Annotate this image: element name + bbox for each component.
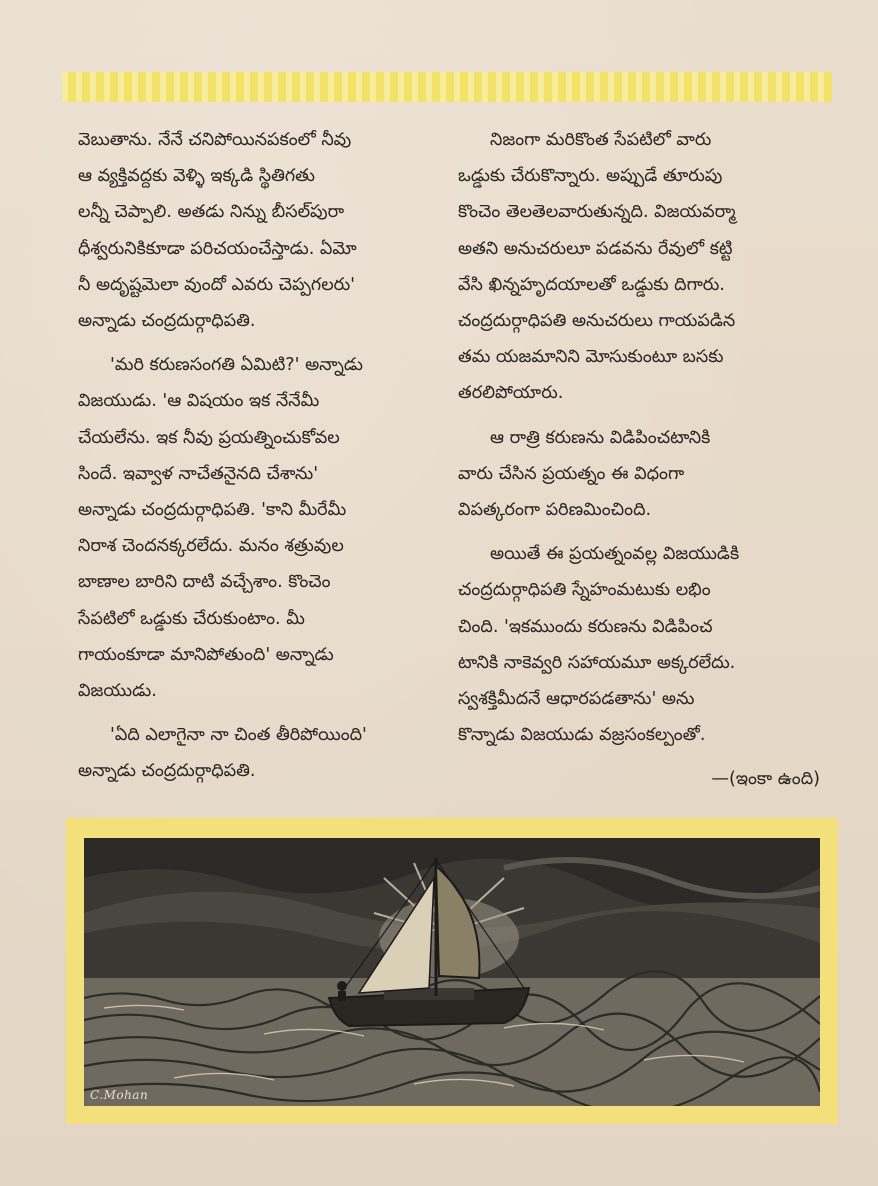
sailboat-on-stormy-sea-drawing: [84, 838, 820, 1106]
paragraph: నిజంగా మరికొంత సేపటిలో వారు ఒడ్డుకు చేరుకొన్నారు. అప్పుడే తూరుపు కొంచెం తెలతెలవారుతున్నది. విజయవర్మా అతని అనుచరులూ పడవను రేవులో కట్టి వేసి ఖిన్నహృదయాలతో ఒడ్డుకు దిగారు. చంద్రదుర్గాధిపతి అనుచరులు గాయపడిన తమ యజమానిని మోసుకుంటూ బసకు తరలిపోయారు.: [458, 130, 736, 404]
paragraph: ఆ రాత్రి కరుణను విడిపించటానికి వారు చేసిన ప్రయత్నం ఈ విధంగా విపత్కరంగా పరిణమించింది.: [458, 427, 711, 521]
paragraph: వెబుతాను. నేనే చనిపోయినపకంలో నీవు ఆ వ్యక్తివద్దకు వెళ్ళి ఇక్కడి స్థితిగతు లన్నీ చెప్పాలి. అతడు నిన్ను బీసల్‌పురా ధీశ్వరునికికూడా పరిచయంచేస్తాడు. ఏమో నీ అదృష్టమెలా వుందో ఎవరు చెప్పగలరు' అన్నాడు చంద్రదుర్గాధిపతి.: [78, 130, 357, 332]
right-column: [458, 122, 848, 798]
paragraph: 'మరి కరుణసంగతి ఏమిటి?' అన్నాడు విజయుడు. 'ఆ విషయం ఇక నేనేమీ చేయలేను. ఇక నీవు ప్రయత్నించుకోవల సిందే. ఇవ్వాళ నాచేతనైనది చేశాను' అన్నాడు చంద్రదుర్గాధిపతి. 'కాని మీరేమీ నిరాశ చెందనక్కరలేదు. మనం శత్రువుల బాణాల బారిని దాటి వచ్చేశాం. కొంచెం సేపటిలో ఒడ్డుకు చేరుకుంటాం. మీ గాయంకూడా మానిపోతుంది' అన్నాడు విజయుడు.: [78, 355, 363, 702]
to-be-continued-note: —(ఇంకా ఉంది): [711, 769, 820, 790]
artist-signature: C.Mohan: [90, 1088, 149, 1102]
decorative-yellow-band: [62, 72, 832, 102]
sailboat-illustration: [84, 838, 820, 1106]
paragraph: అయితే ఈ ప్రయత్నంవల్ల విజయుడికి చంద్రదుర్గాధిపతి స్నేహంమటుకు లభిం చింది. 'ఇకముందు కరుణను విడిపించ టానికి నాకెవ్వరి సహాయమూ అక్కరలేదు. స్వశక్తిమీదనే ఆధారపడతాను' అను కొన్నాడు విజయుడు వజ్రసంకల్పంతో.: [458, 544, 740, 746]
left-column: [78, 122, 468, 798]
paragraph: 'ఏది ఎలాగైనా నా చింత తీరిపోయింది' అన్నాడు చంద్రదుర్గాధిపతి.: [78, 725, 367, 782]
